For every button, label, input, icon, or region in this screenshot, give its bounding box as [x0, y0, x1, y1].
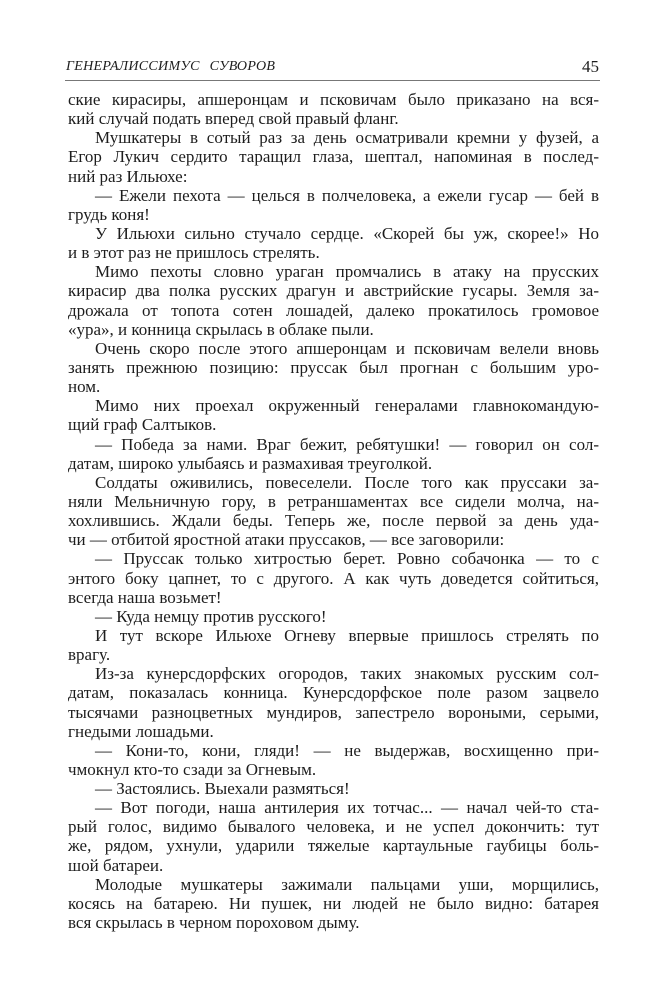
paragraph: [68, 626, 599, 664]
paragraph: [68, 875, 599, 932]
text-line: гнедыми лошадьми.: [68, 721, 214, 741]
text-line: датам, широко улыбаясь и размахивая треуголкой.: [68, 453, 433, 473]
text-line: — Ежели пехота — целься в полчеловека, а ежели гусар — бей в: [95, 185, 599, 205]
text-line: энтого боку цапнет, то с другого. А как чуть доведется сойтиться,: [68, 568, 599, 588]
text-line: Солдаты оживились, повеселели. После того как пруссаки за-: [95, 472, 599, 492]
text-line: «ура», и конница скрылась в облаке пыли.: [68, 319, 374, 339]
paragraph: [68, 396, 599, 434]
running-title: ГЕНЕРАЛИССИМУС СУВОРОВ: [66, 59, 276, 74]
text-line: Очень скоро после этого апшеронцам и псковичам велели вновь: [95, 338, 599, 358]
page-number: 45: [582, 57, 599, 76]
text-line: — Застоялись. Выехали размяться!: [95, 779, 350, 799]
paragraph: [68, 798, 599, 875]
text-line: — Вот погоди, наша антилерия их тотчас... — начал чей-то ста-: [95, 798, 599, 818]
paragraph: [68, 473, 599, 550]
text-line: ном.: [68, 377, 101, 397]
paragraph: [68, 664, 599, 741]
text-line: — Победа за нами. Враг бежит, ребятушки! — говорил он сол-: [95, 434, 599, 454]
text-line: косясь на батарею. Ни пушек, ни людей не было видно: батарея: [68, 893, 599, 913]
text-line: грудь коня!: [68, 204, 150, 224]
text-line: щий граф Салтыков.: [68, 415, 217, 435]
paragraph: [68, 435, 599, 473]
text-line: вся скрылась в черном пороховом дыму.: [68, 913, 360, 933]
text-line: всегда наша возьмет!: [68, 587, 222, 607]
paragraph: [68, 128, 599, 185]
paragraph: [68, 741, 599, 779]
body-text: [68, 90, 599, 932]
text-line: Мимо них проехал окруженный генералами главнокомандую-: [95, 396, 599, 416]
paragraph: [68, 90, 599, 128]
text-line: занять прежнюю позицию: пруссак был прогнан с большим уро-: [68, 357, 599, 377]
running-header: [66, 57, 599, 79]
text-line: ские кирасиры, апшеронцам и псковичам было приказано на вся-: [68, 90, 599, 109]
text-line: чи — отбитой яростной атаки пруссаков, — все заговорили:: [68, 530, 505, 550]
text-line: — Пруссак только хитростью берет. Ровно собачонка — то с: [95, 549, 599, 569]
text-line: У Ильюхи сильно стучало сердце. «Скорей бы уж, скорее!» Но: [95, 223, 599, 243]
text-line: Егор Лукич сердито таращил глаза, шептал, напоминая в послед-: [68, 147, 599, 167]
paragraph: [68, 262, 599, 339]
text-line: кий случай подать вперед свой правый фланг.: [68, 109, 399, 129]
paragraph: [68, 779, 599, 798]
text-line: Мушкатеры в сотый раз за день осматривали кремни у фузей, а: [95, 128, 599, 148]
text-line: — Кони-то, кони, гляди! — не выдержав, восхищенно при-: [95, 740, 599, 760]
paragraph: [68, 224, 599, 262]
paragraph: [68, 549, 599, 606]
paragraph: [68, 339, 599, 396]
text-line: Мимо пехоты словно ураган промчались в атаку на прусских: [95, 262, 599, 282]
text-line: врагу.: [68, 645, 111, 665]
text-line: И тут вскоре Ильюхе Огневу впервые пришлось стрелять по: [95, 625, 599, 645]
text-line: хохлившись. Ждали беды. Теперь же, после первой за день уда-: [68, 511, 599, 531]
text-line: дрожала от топота сотен лошадей, далеко прокатилось громовое: [68, 300, 599, 320]
text-line: тысячами разноцветных мундиров, запестрело вороными, серыми,: [68, 702, 599, 722]
header-rule: [65, 80, 600, 81]
paragraph: [68, 186, 599, 224]
text-line: ний раз Ильюхе:: [68, 166, 188, 186]
text-line: шой батареи.: [68, 855, 164, 875]
text-line: няли Мельничную гору, в ретраншаментах все сидели молча, на-: [68, 491, 599, 511]
text-line: и в этот раз не пришлось стрелять.: [68, 243, 320, 263]
paragraph: [68, 607, 599, 626]
text-line: чмокнул кто-то сзади за Огневым.: [68, 759, 317, 779]
text-line: Из-за кунерсдорфских огородов, таких знакомых русским сол-: [95, 664, 599, 684]
text-line: кирасир два полка русских драгун и австрийские гусары. Земля за-: [68, 281, 599, 301]
text-line: датам, показалась конница. Кунерсдорфское поле разом зацвело: [68, 683, 599, 703]
text-line: же, рядом, ухнули, ударили тяжелые картаульные гаубицы боль-: [68, 836, 599, 856]
text-line: Молодые мушкатеры зажимали пальцами уши, морщились,: [95, 874, 599, 894]
text-line: — Куда немцу против русского!: [95, 606, 327, 626]
text-line: рый голос, видимо бывалого человека, и не успел докончить: тут: [68, 817, 599, 837]
